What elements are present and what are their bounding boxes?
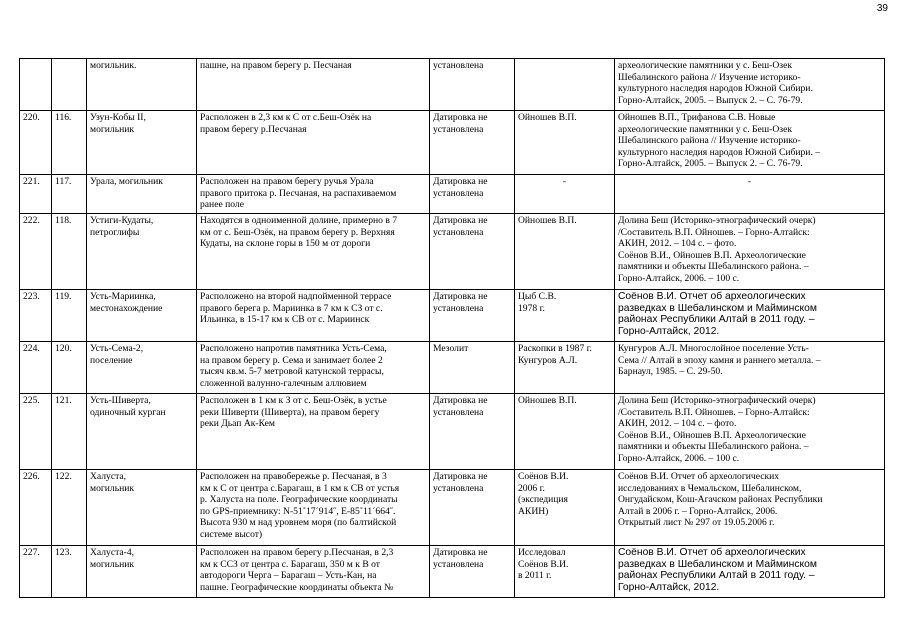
- literature-line: Горно-Алтайск, 2006. – 100 с.: [618, 272, 740, 284]
- monument-name-line: Усть-Сема-2,: [90, 343, 144, 354]
- monument-name-cell: [87, 214, 197, 290]
- literature-line: Соёнов В.И., Ойношев В.П. Археологические: [618, 429, 806, 441]
- location-line: пашне. Географические координаты объекта №: [200, 581, 394, 593]
- monument-name-cell: [87, 394, 197, 470]
- dating-line: Датировка не: [433, 176, 488, 187]
- row-number-cell: [20, 59, 52, 111]
- table-row: [20, 111, 885, 175]
- monument-id-cell: [52, 470, 87, 546]
- monument-id: 119.: [55, 291, 72, 302]
- row-number: 222.: [23, 215, 40, 226]
- table-row: [20, 214, 885, 290]
- monument-id: 120.: [55, 343, 72, 354]
- location-cell: [197, 111, 430, 175]
- literature-line: разведках в Шебалинском и Майминском: [618, 558, 817, 570]
- monument-name-line: могильник: [90, 123, 135, 135]
- row-number-cell: [20, 546, 52, 598]
- researcher-cell: [515, 111, 615, 175]
- literature-line: археологические памятники у с. Беш-Озек: [618, 123, 792, 135]
- literature-entry: [618, 395, 881, 430]
- row-number-cell: [20, 290, 52, 342]
- dating-cell: [430, 394, 515, 470]
- location-line: Расположено на второй надпойменной террасе: [200, 291, 392, 302]
- location-line: р. Халуста на поле. Географические координаты: [200, 494, 398, 505]
- row-number: 224.: [23, 343, 40, 354]
- dating-line: Датировка не: [433, 291, 488, 302]
- literature-line: археологические памятники у с. Беш-Озек: [618, 60, 792, 71]
- researcher-line: в 2011 г.: [518, 570, 552, 581]
- location-line: Расположено напротив памятника Усть-Сема,: [200, 343, 387, 354]
- dating-line: установлена: [433, 226, 484, 238]
- location-cell: [197, 290, 430, 342]
- dating-line: установлена: [433, 60, 484, 71]
- dating-line: установлена: [433, 482, 484, 494]
- literature-line: Ойношев В.П., Трифанова С.В. Новые: [618, 112, 776, 123]
- literature-line: культурного наследия народов Южной Сибири.: [618, 83, 813, 94]
- location-line: ранее поле: [200, 199, 244, 210]
- literature-entry: [618, 547, 881, 593]
- row-number: 221.: [23, 176, 40, 187]
- monument-id: 122.: [55, 471, 72, 482]
- location-line: км от с. Беш-Озёк, на правом берегу р. Верхняя: [200, 226, 395, 238]
- researcher-cell: [515, 59, 615, 111]
- dating-cell: [430, 290, 515, 342]
- table-row: [20, 175, 885, 214]
- location-line: Расположен на правобережье р. Песчаная, в 3: [200, 471, 387, 482]
- location-line: правого берега р. Мариинка в 7 км к СЗ от с.: [200, 302, 383, 314]
- monument-id: 117.: [55, 176, 72, 187]
- literature-line: Сема // Алтай в эпоху камня и раннего металла. –: [618, 354, 821, 366]
- row-number-cell: [20, 394, 52, 470]
- dating-cell: [430, 59, 515, 111]
- row-number-cell: [20, 214, 52, 290]
- literature-line: Алтай в 2006 г. – Горно-Алтайск, 2006.: [618, 505, 778, 517]
- researcher-line: Ойношев В.П.: [518, 215, 577, 226]
- literature-line: Горно-Алтайск, 2005. – Выпуск 2. – С. 76-79.: [618, 94, 803, 106]
- row-number: 220.: [23, 112, 40, 123]
- monument-id-cell: [52, 546, 87, 598]
- monument-name-cell: [87, 546, 197, 598]
- researcher-line: (экспедиция: [518, 494, 568, 505]
- monument-name-line: Халуста,: [90, 471, 127, 482]
- location-line: Высота 930 м над уровнем моря (по балтийской: [200, 517, 397, 528]
- dating-cell: [430, 175, 515, 214]
- literature-entry: [618, 343, 881, 378]
- dating-line: установлена: [433, 558, 484, 570]
- location-line: Ильинка, в 15-17 км к СВ от с. Мариинск: [200, 314, 370, 325]
- dating-cell: [430, 342, 515, 394]
- location-line: правом берегу р.Песчаная: [200, 123, 307, 135]
- dating-cell: [430, 470, 515, 546]
- dating-line: Мезолит: [433, 343, 469, 354]
- location-cell: [197, 59, 430, 111]
- researcher-cell: [515, 290, 615, 342]
- monument-id: 118.: [55, 215, 72, 226]
- table-body: [20, 59, 885, 598]
- literature-line: Долина Беш (Историко-этнографический очерк): [618, 215, 816, 226]
- researcher-line: 1978 г.: [518, 302, 545, 314]
- monument-name-line: петроглифы: [90, 226, 140, 238]
- literature-line: Соёнов В.И. Отчет об археологических: [618, 291, 806, 302]
- researcher-line: Соёнов В.И.: [518, 471, 569, 482]
- location-cell: [197, 214, 430, 290]
- monument-id: 116.: [55, 112, 72, 123]
- dating-cell: [430, 111, 515, 175]
- literature-line: Горно-Алтайск, 2012.: [618, 325, 720, 337]
- researcher-line: Исследовал: [518, 547, 566, 558]
- row-number: 226.: [23, 471, 40, 482]
- dating-line: Датировка не: [433, 112, 488, 123]
- table-row: [20, 470, 885, 546]
- table-row: [20, 59, 885, 111]
- literature-line: памятники и объекты Шебалинского района. –: [618, 441, 809, 452]
- literature-line: Горно-Алтайск, 2006. – 100 с.: [618, 452, 740, 464]
- literature-cell: [615, 175, 885, 214]
- researcher-line: Раскопки в 1987 г.: [518, 343, 592, 354]
- row-number-cell: [20, 470, 52, 546]
- monument-id-cell: [52, 214, 87, 290]
- row-number-cell: [20, 111, 52, 175]
- monument-name-line: поселение: [90, 354, 133, 366]
- location-line: по GPS-приемнику: N-51˚17´914˝, E-85˚11´664˝.: [200, 505, 396, 517]
- location-line: Кудаты, на склоне горы в 150 м от дороги: [200, 238, 371, 249]
- monument-name-line: Узун-Кобы II,: [90, 112, 146, 123]
- researcher-dash: -: [562, 176, 567, 187]
- literature-line: Открытый лист № 297 от 19.05.2006 г.: [618, 517, 775, 528]
- location-line: Расположен в 2,3 км к С от с.Беш-Озёк на: [200, 112, 372, 123]
- dating-line: Датировка не: [433, 471, 488, 482]
- literature-cell: [615, 394, 885, 470]
- researcher-line: Ойношев В.П.: [518, 395, 577, 406]
- location-line: правого притока р. Песчаная, на распахиваемом: [200, 187, 397, 199]
- literature-dash: -: [747, 176, 752, 187]
- literature-entry: [618, 517, 881, 529]
- dating-line: Датировка не: [433, 395, 488, 406]
- monument-name-line: могильник.: [90, 60, 137, 71]
- literature-cell: [615, 111, 885, 175]
- literature-cell: [615, 214, 885, 290]
- monument-name-line: Халуста-4,: [90, 547, 135, 558]
- monument-name-cell: [87, 470, 197, 546]
- monument-name-cell: [87, 111, 197, 175]
- literature-entry: [618, 250, 881, 285]
- literature-line: Соёнов В.И., Ойношев В.П. Археологические: [618, 249, 806, 261]
- row-number: 227.: [23, 547, 40, 558]
- monument-name-line: Устиги-Кудаты,: [90, 215, 154, 226]
- page-number: 39: [876, 3, 888, 14]
- monument-name-cell: [87, 342, 197, 394]
- dating-cell: [430, 546, 515, 598]
- literature-line: /Составитель В.П. Ойношев. – Горно-Алтайск:: [618, 406, 810, 418]
- location-line: на правом берегу р. Сема и занимает более 2: [200, 354, 383, 366]
- literature-line: исследованиях в Чемальском, Шебалинском,: [618, 482, 802, 494]
- literature-line: Долина Беш (Историко-этнографический очерк): [618, 395, 816, 406]
- location-line: Расположен на правом берегу р.Песчаная, в 2,3: [200, 547, 394, 558]
- literature-line: АКИН, 2012. – 104 с. – фото.: [618, 418, 737, 429]
- researcher-line: АКИН): [518, 505, 549, 517]
- table-row: [20, 394, 885, 470]
- monument-name-cell: [87, 290, 197, 342]
- literature-cell: [615, 59, 885, 111]
- literature-line: памятники и объекты Шебалинского района. –: [618, 261, 809, 272]
- row-number-cell: [20, 342, 52, 394]
- location-cell: [197, 175, 430, 214]
- literature-cell: [615, 290, 885, 342]
- table-row: [20, 290, 885, 342]
- literature-line: Шебалинского района // Изучение историко-: [618, 71, 801, 83]
- literature-entry: [618, 112, 881, 170]
- dating-line: установлена: [433, 406, 484, 418]
- literature-line: Горно-Алтайск, 2005. – Выпуск 2. – С. 76-79.: [618, 158, 803, 169]
- location-line: км к С от центра с.Барагаш, в 1 км к СВ от устья: [200, 482, 400, 494]
- literature-entry: [618, 215, 881, 250]
- monument-id-cell: [52, 175, 87, 214]
- researcher-line: Кунгуров А.Л.: [518, 354, 578, 366]
- literature-cell: [615, 546, 885, 598]
- literature-line: Соёнов В.И. Отчет об археологических: [618, 547, 806, 558]
- literature-line: Онгудайском, Кош-Агачском районах Республики: [618, 494, 823, 505]
- monument-name-line: могильник: [90, 558, 135, 570]
- dating-line: Датировка не: [433, 215, 488, 226]
- literature-line: Шебалинского района // Изучение историко-: [618, 135, 801, 146]
- researcher-cell: [515, 394, 615, 470]
- researcher-cell: [515, 546, 615, 598]
- monument-id-cell: [52, 59, 87, 111]
- researcher-cell: [515, 342, 615, 394]
- location-cell: [197, 342, 430, 394]
- literature-line: Горно-Алтайск, 2012.: [618, 581, 720, 593]
- literature-entry: [618, 506, 881, 518]
- literature-line: культурного наследия народов Южной Сибири. –: [618, 146, 821, 158]
- dating-line: установлена: [433, 123, 484, 135]
- literature-entry: [618, 60, 881, 106]
- location-line: автодороги Черга – Барагаш – Усть-Кан, на: [200, 570, 377, 581]
- monument-id: 123.: [55, 547, 72, 558]
- row-number: 225.: [23, 395, 40, 406]
- dating-line: Датировка не: [433, 547, 488, 558]
- monument-name-cell: [87, 59, 197, 111]
- dating-line: установлена: [433, 187, 484, 199]
- dating-line: установлена: [433, 302, 484, 314]
- monument-name-line: Усть-Шиверта,: [90, 395, 151, 406]
- researcher-cell: [515, 214, 615, 290]
- monument-id-cell: [52, 394, 87, 470]
- location-line: пашне, на правом берегу р. Песчаная: [200, 60, 352, 71]
- literature-entry: [618, 291, 881, 337]
- monuments-table: [19, 58, 885, 598]
- literature-line: АКИН, 2012. – 104 с. – фото.: [618, 238, 737, 249]
- dating-cell: [430, 214, 515, 290]
- literature-line: /Составитель В.П. Ойношев. – Горно-Алтайск:: [618, 226, 810, 238]
- researcher-line: Ойношев В.П.: [518, 112, 577, 123]
- location-line: км к ССЗ от центра с. Барагаш, 350 м к В от: [200, 558, 380, 570]
- literature-cell: [615, 342, 885, 394]
- table-row: [20, 546, 885, 598]
- table-row: [20, 342, 885, 394]
- location-cell: [197, 394, 430, 470]
- researcher-line: Соёнов В.И.: [518, 558, 569, 570]
- location-line: реки Шиверти (Шиверта), на правом берегу: [200, 406, 380, 418]
- monument-name-line: могильник: [90, 482, 135, 494]
- location-line: сложенной валунно-галечным аллювием: [200, 377, 367, 389]
- literature-entry: [618, 471, 881, 506]
- monument-name-line: местонахождение: [90, 302, 163, 314]
- researcher-cell: [515, 470, 615, 546]
- researcher-line: 2006 г.: [518, 482, 545, 494]
- location-cell: [197, 470, 430, 546]
- literature-line: Барнаул, 1985. – С. 29-50.: [618, 366, 723, 377]
- location-line: Расположен в 1 км к З от с. Беш-Озёк, в устье: [200, 395, 387, 406]
- literature-line: Кунгуров А.Л. Многослойное поселение Усть-: [618, 343, 809, 354]
- monument-id-cell: [52, 342, 87, 394]
- location-line: Расположен на правом берегу ручья Урала: [200, 176, 374, 187]
- monument-name-line: Усть-Мариинка,: [90, 291, 156, 302]
- literature-line: районах Республики Алтай в 2011 году. –: [618, 570, 815, 581]
- monument-id: 121.: [55, 395, 72, 406]
- literature-cell: [615, 470, 885, 546]
- researcher-cell: [515, 175, 615, 214]
- location-cell: [197, 546, 430, 598]
- literature-line: разведках в Шебалинском и Майминском: [618, 302, 817, 314]
- literature-line: Соёнов В.И. Отчет об археологических: [618, 471, 780, 482]
- monument-name-line: Урала, могильник: [90, 176, 163, 187]
- location-line: системе высот): [200, 528, 263, 540]
- monument-id-cell: [52, 111, 87, 175]
- monument-id-cell: [52, 290, 87, 342]
- row-number-cell: [20, 175, 52, 214]
- location-line: тысяч кв.м. 5-7 метровой катунской террасы,: [200, 366, 384, 377]
- researcher-line: Цыб С.В.: [518, 291, 557, 302]
- row-number: 223.: [23, 291, 40, 302]
- monument-name-cell: [87, 175, 197, 214]
- location-line: Находятся в одноименной долине, примерно в 7: [200, 215, 398, 226]
- literature-entry: [618, 430, 881, 465]
- literature-line: районах Республики Алтай в 2011 году. –: [618, 314, 815, 325]
- location-line: реки Дьап Ак-Кем: [200, 418, 275, 429]
- monument-name-line: одиночный курган: [90, 406, 166, 418]
